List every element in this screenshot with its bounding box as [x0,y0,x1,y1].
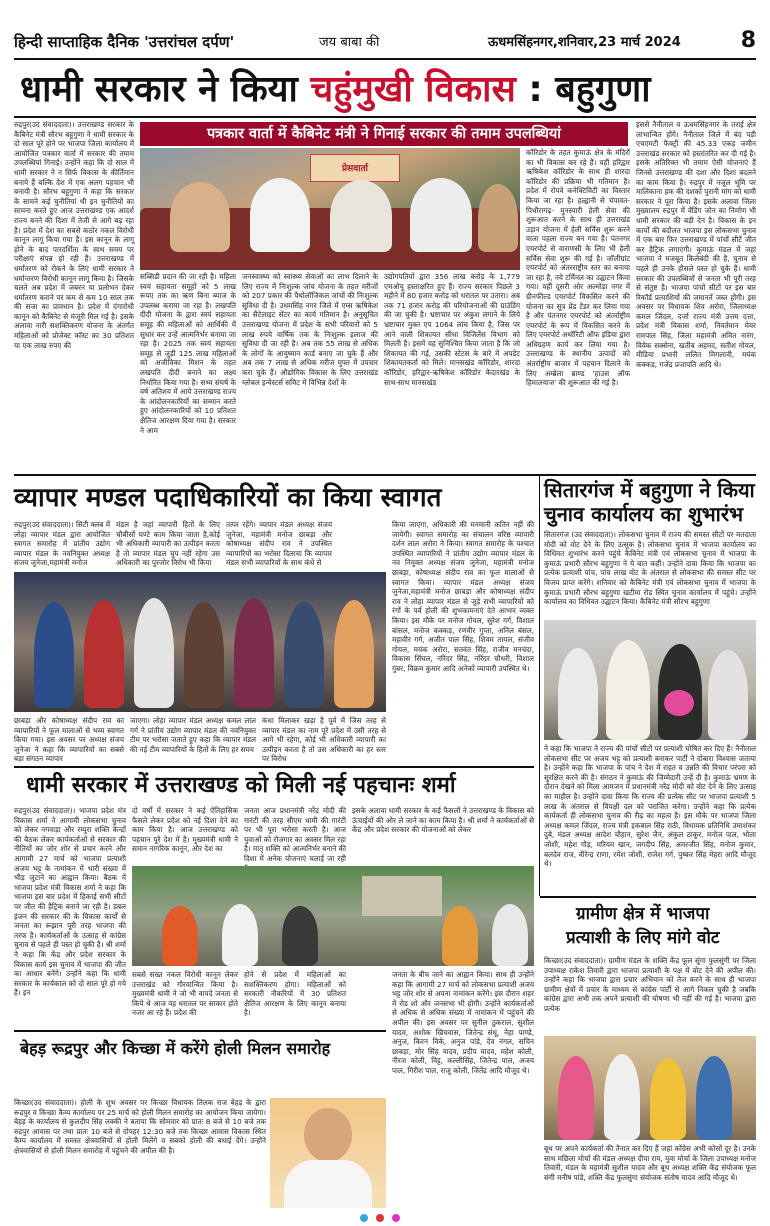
headline-highlight: चहुंमुखी विकास [310,69,516,110]
story2-headline: व्यापार मण्डल पदाधिकारियों का किया स्वागत [14,483,442,513]
paper-name: हिन्दी साप्ताहिक दैनिक 'उत्तरांचल दर्पण' [14,33,235,51]
page-number: 8 [740,28,756,53]
press-conference-photo [140,148,520,270]
divider [540,896,756,898]
story1-col4: उद्योगपतियों द्वारा 356 लाख करोड़ के 1,779 एमओयू हस्ताक्षरित हुए हैं। राज्य सरकार पिछले 3 महीने में 80 हजार करोड़ को धरातल पर उतारा। अब तक 71 हजार करोड़ की परियोजनाओं की ग्राउंडिंग की जा चुकी है। भ्रष्टाचार पर अंकुश लगाने के लिये भ्रष्टाचार मुक्त एप 1064 लांच किया है, जिस पर आने वाली शिकायत सीधा विजिलेंस विभाग को मिलती है। इसमें यह सुनिश्चित किया जाता है कि जो शिकायत की गई, उसकी स्टेटस के बारे में अपडेट शिकायतकर्ता को मिले। मानसखंड कॉरिडोर, शारदा कॉरिडोर, हरिद्वार-ऋषिकेश कॉरिडोर केदारखंड के साथ-साथ मानसखंड [384,272,520,387]
story2-col1b: छाबड़ा और कोषाध्यक्ष संदीप राव का व्यापारियों ने फूल मालाओं से भव्य स्वागत किया गया। इस अवसर पर अध्यक्ष संजय जुनेजा ने कहा कि व्यापारियों का सबसे बड़ा संगठन व्यापार [14,716,124,764]
masthead [14,8,756,60]
divider [14,1030,386,1032]
story2-col2: मंडल है जहां व्यापारी हितों के लिए चौबीसों घण्टे काम किया जाता है,कोई भी अधिकारी व्यापारी का उत्पीड़न करता है तो व्यापार मंडल चुप नहीं रहेगा उस अधिकारी का पुरजोर विरोध भी किया [116,520,220,568]
party-meeting-photo [132,866,534,966]
story1-col6: इससे नैनीताल व ऊधमसिंहनगर के तराई क्षेत्र लाभान्वित होंगे। नैनीताल जिले में बंद पड़ी एचएमटी फैक्ट्री की 45.33 एकड़ जमीन उत्तराखंड सरकार को हस्तांतरित कर दी गई है। इसके अतिरिक्त भी तमाम ऐसी योजनाएं हैं जिनसे उत्तराखण्ड की दशा और दिशा बदलने का काम किया है। रुद्रपुर में नजूल भूमि पर मालिकाना हक की दशकों पुरानी मांग को धामी सरकार ने पूरा किया है। इसके अलावा जिला मुख्यालय रुद्रपुर में वेंडिंग जोन का निर्माण भी धामी सरकार की बड़ी देन है। विकास के इन कार्यों की बदौलत भाजपा इस लोकसभा चुनाव में एक बार फिर उत्तराखण्ड में पांचों सीटें जीत कर हैट्रिक लगाएगी। कुमाऊं मंडल में जहां भाजपा ने मजबूत किलेबंदी की है, चुनाव से पहले ही उनके हौसले पस्त हो चुके हैं। धामी सरकार की उपलब्धियों से जनता भी पूरी तरह से संतुष्ट है। भाजपा पांचों सीटों पर इस बार रिकॉर्ड प्रत्याशियों की जमानतें जब्त होंगी। इस अवसर पर विधायक शिव अरोरा, जिलाध्यक्ष कमल जिंदल, दर्जा राज्य मंत्री उत्तम दत्ता, प्रदेश मंत्री विकास शर्मा, निवर्तमान मेयर रामपाल सिंह, जिला महामंत्री अमित नारंग, विवेक सक्सेना, खतीब अहमद, सतीश गोयल, मीडिया प्रभारी ललित मिगलानी, मयंक कक्कड़, गजेंद्र प्रजापति आदि थे। [636,120,756,369]
motto: जय बाबा की [319,35,380,50]
story4-col3: जनता आज प्रधानमंत्री नरेंद्र मोदी की गारंटी की तरह सीएम धामी की गारंटी पर भी पूरा भरोसा करती है। आज युवाओं को रोजगार का अवसर मिल रहा है। मातृ शक्ति को आत्मनिर्भर बनाने की दिशा में अनेक योजनाएं चलाई जा रही [244,806,346,863]
story4-col1: रुद्रपुर(उद संवाददाता)। भाजपा प्रदेश मंत्र विकास शर्मा ने आगामी लोकसभा चुनाव को लेकर नगवाड़ा और रम्पुरा शक्ति केन्द्रों की बैठक लेकर कार्यकर्ताओं से सरकार की नीतियों का जोर शोर से प्रचार करने और आगामी 27 मार्च को भाजपा प्रत्याशी अजय भट्ट के नामांकन में भारी संख्या में भीड़ जुटाने का आह्वान किया। बैठक में भाजपा प्रदेश मंत्री विकास शर्मा ने कहा कि भाजपा इस बार प्रदेश में हिकाई सभी सीटों पर जीत की हैट्रिक बनाने जा रही है। डबल इंजन की सरकार की के विकास कार्यों से जनता का रूझान पूरी तरह भाजपा की तरफ है। कार्यकर्ताओं के उत्साह से कांग्रेस चुनाव से पहले ही पस्त हो चुकी है। श्री शर्मा ने कहा कि केंद्र और प्रदेश सरकार के विकास कार्य इस चुनाव में भाजपा की जीत का आधार बनेंगे। उन्होंने कहा कि धामी सरकार के कार्यकाल को दो साल पूरे हो गये हैं। इन [14,806,126,998]
story4-headline: धामी सरकार में उत्तराखण्ड को मिली नई पहचानः शर्मा [26,773,456,798]
press-board: प्रेसवार्ता [310,154,400,182]
place-date: ऊधमसिंहनगर,शनिवार,23 मार्च 2024 [488,35,681,50]
column-rule [539,476,540,896]
story4-col2: दो वर्षों में सरकार ने कई ऐतिहासिक फैसले लेकर प्रदेश को नई दिशा देने का काम किया है। आज उत्तराखण्ड को पहचान पूरे देश में है। मुख्यमंत्री धामी ने समान नागरिक कानून, और देश का [132,806,238,854]
office-inauguration-photo [544,620,756,740]
story2-col3: तत्पर रहेंगे। व्यापार मंडल अध्यक्ष संजय जुनेजा, महामंत्री मनोज छाबड़ा और कोषाध्यक्ष संदीप राव ने उपस्थित व्यापारियों का भरोसा दिलाया कि व्यापार मंडल सभी व्यापारियों के साथ कंधे से [226,520,332,568]
story2-col2b: जाएगा। लोहा व्यापार मंडल अध्यक्ष कमल लाल गर्ग ने प्रांतीय उद्योग व्यापार मंडल की नवनियुक्त टीम पर भरोसा जताते हुए कहा कि व्यापार मंडल की नई टीम व्यापारियों के हितों के लिए हर समय [130,716,256,754]
story2-col4: किया जाएगा, अधिकारी की मनमानी कतिन नहीं की जायेगी। स्वागत समारोह का संचालन वरिष्ठ व्यापारी दर्शन लाल अरोरा ने किया। स्वागत समारोह के पश्चात उपस्थित व्यापारियों ने प्रांतीय उद्योग व्यापार मंडल के नव नियुक्त अध्यक्ष संजय जुनेजा, महामंत्री मनोज छाबड़ा, कोषाध्यक्ष संदीप राव का फूल मालाओं से स्वागत किया। व्यापार मंडल अध्यक्ष संजय जुनेजा,महामंत्री मनोज छाबड़ा और कोषाध्यक्ष संदीप राव ने लोहा व्यापार मंडल से जुड़े सभी व्यापारियों को रंगों के पर्व होली की शुभकामनाएं देते आभार व्यक्त किया। इस मौके पर मनोज गोयल, सुरेश गर्ग, विशाल बांसल, मनोज कक्कड़, रणवीर गुप्ता, अनिल बंसल, महावीर गर्ग, अजीत पाल सिंह, शिवम तायल, संजीव गोयल, मयंक अरोरा, सतवंत सिंह, राजीव मनचंदा, विकास सिंघल, नरिंदर सिंह, नरिंदर चौधरी, विशाल गुंबर, विक्रम कुमार आदि अनेकों व्यापारी उपस्थित थे। [392,520,534,673]
village-campaign-photo [544,1036,756,1140]
story6-text: किच्छा(उद संवाददाता)। होली के शुभ अवसर पर किच्छा विधायक तिलक राज बेहड़ के द्वारा रूद्रपुर व किच्छा कैम्प कार्यालय पर 25 मार्च को होली मिलन समारोह का आयोजन किया जायेगा। बेहड़ के कार्यालय से कुलदीप सिंह लक्की ने बताया कि सोमवार को प्रातः 8 बजे से 10 बजे तक रुद्रपुर आवास पर तथा प्रातः 10 बजे से दोपहर 12:30 बजे तक किच्छा आवास विकास स्थित कैम्प कार्यालय में समस्त क्षेत्रवासियों से होली मिलेंगे व सबको होली की बधाई देंगे। उन्होंने क्षेत्रवासियों से होली मिलन समारोह में पहुंचने की अपील की है। [14,1098,266,1155]
story2-col3b: कंधा मिलाकर खड़ा है पूर्व में जिस तरह से व्यापार मंडल का नाम पूरे प्रदेश में उसी तरह से आगे भी रहेगा, कोई भी अधिकारी व्यापारी का उत्पीड़न करता है तो उस अधिकारी का हर स्तर पर विरोध [262,716,386,764]
divider [14,474,756,476]
story3-headline: सितारगंज में बहुगुणा ने किया चुनाव कार्यालय का शुभारंभ [544,478,755,526]
story1-col2: सब्सिडी प्रदान की जा रही है। महिला स्वयं सहायता समूहों को 5 लाख रूपए तक का ऋण बिना ब्याज के उपलब्ध कराया जा रहा है। लखपति दीदी योजना के द्वारा स्वयं सहायता समूह की महिलाओं को आर्थिकी में सुधार कर उन्हें आत्मनिर्भर बनाया जा रहा है। 2025 तक स्वयं सहायता समूह से जुड़ी 125 लाख महिलाओं को अजीविका मिशन के तहत लखपति दीदी बनाने का लक्ष्य निर्धारित किया गया है। सभ्य संघर्ष के वर्ष अतिशय में आये उत्तराखण्ड राज्य के आंदोलनकारियों का सम्मान करते हुए आंदोलनकारियों को 10 प्रतिशत क्षैतिज आरक्षण दिया गया है। सरकार ने आम [140,272,236,435]
story1-col5: कॉरिडोर के तहत कुमाऊं क्षेत्र के मंदिरों का भी विकास कर रहे हैं। वहीं हरिद्वार ऋषिकेश कॉरिडोर के साथ ही शारदा कॉरिडोर की प्रक्रिया भी गतिमान है। प्रदेश में रोपवे कनेक्टिविटी का विस्तार किया जा रहा है। हल्द्वानी से चंपावत-पिथौरागढ़- मुनस्यारी हेली सेवा की शुरूआत करने के साथ ही उत्तराखंड उड़ान योजना में हेली सर्विस शुरू करने वाला पहला राज्य बन गया है। पंतनगर एयरपोर्ट से वाराणसी के लिए भी हेली सर्विस सेवा शुरू की गई है। जॉलीग्रांट एयरपोर्ट को अंतरराष्ट्रीय स्तर का बनाया जा रहा है, नये टर्मिनल का उद्घाटन किया गया। वहीं दूसरी ओर अल्मोड़ा नगर में ग्रीनफील्ड एयरपोर्ट विकसित करने की योजना का सूत्र प्रेंड टेंडर कर लिया गया है और पंतनगर एयरपोर्ट को अंतर्राष्ट्रीय एयरपोर्ट के रूप में विकसित करने के लिए एयरपोर्ट अथॉरिटी ऑफ इंडिया द्वारा अधिग्रहण कार्य कर लिया गया है। उत्तराखण्ड के स्थानीय उत्पादों को अंतर्राष्ट्रीय बाजार में पहचान दिलाने के लिए अम्ब्रेला ब्राण्ड 'हाउस ऑफ हिमालयाज' की शुरूआत की गई है। [526,148,630,388]
traders-welcome-photo [14,572,386,712]
story5-body: बूथ पर अपने कार्यकर्ता की तैनात कर दिए हैं जहां कोंग्रेस अभी कोसों दूर है। उनके साथ मछिला मोर्चा की मंडल अध्यक्ष दीपा राय, युवा मोर्चा के जिला उपाध्यक्ष मनोज तिवारी, मंडल के महामंत्री सुशील यादव और बूथ अध्यक्ष शक्ति केंद्र संयोजक फूल संगी मनीष पांडे, शक्ति केंद्र फुलसुंगा संयोजक संतोष यादव आदि मौजूद थे। [544,1144,756,1182]
story5-lead: किच्छा(उद संवाददाता)। ग्रामीण मंडल के शक्ति केंद्र फूल सुंगा फुलसुंगी पर जिला उपाध्यक्ष राकेश तिवारी द्वारा भाजपा प्रत्याशी के पक्ष में वोट देने की अपील की। उन्होंने कहा कि भाजपा द्वारा प्रचार अभियान को तेज करने के साथ ही भाजपा ग्रामीण क्षेत्रों में प्रचार के माध्यम से कांग्रेस पार्टी से आगे निकल चुकी है जबकि कांग्रेस द्वारा अभी तक अपने प्रत्याशी की घोषणा भी नहीं की गई है। भाजपा द्वारा प्रत्येक [544,956,756,1013]
story1-headline: धामी सरकार ने किया चहुंमुखी विकास : बहुगुणा [20,69,651,110]
story3-body: ने कहा कि भाजपा ने राज्य की पांचों सीटों पर प्रत्याशी घोषित कर दिए हैं। नैनीताल लोकसभा सीट पर अजय भट्ट को प्रत्याशी बनाकर पार्टी ने दोबारा विश्वास जताया है। उन्होंने कहा कि भाजपा के पांच ने देश में राहत व उन्नति की विचार परंपरा को सुरक्षित करने की है। संगठन ने कुमाऊं की जिम्मेदारी उन्हें दी है। कुमाऊं भ्रमण के दौरान देखने को मिला आमजन में प्रधानमंत्री नरेंद्र मोदी को वोट देने के लिए उत्साह का माहौल है। उन्होंने दावा किया कि राज्य की प्रत्येक सीट पर भाजपा प्रत्याशी 5 लाख के अंतराल से विपक्षी दल को पराजित करेगा। उन्होंने कहा कि प्रत्येक कार्यकर्ता ही लोकसभा चुनाव की रीढ़ का महत्व है। इस मौके पर भाजपा जिला अध्यक्ष कमल जिंदल, राज्य मंत्री इकबाल सिंह राठी, विधायक प्रतिनिधि उमाशंकर दुबे, मंडल अध्यक्ष आदेश चौहान, सुरेश जैन, अंकुल ठाकुर, मनोज पाल, भोला जोशी, महेश गौड़, मरियम खान, जगदीप सिंह, अमरजीत सिंह, मनोज कुमार, बलदेव राज, वीरेन्द्र राणा, रमेश जोशी, राजेश गर्ग, पुष्कर सिंह मेहरा आदि मौजूद थे। [544,744,756,869]
story4-col2b: सबसे सख्त नकल विरोधी कानून लेकर उत्तराखंड को गौरवान्वित किया है। मुख्यमंत्री धामी ने जो भी वायदे जनता से किये थे आज वह धरातल पर साकार होते नजर आ रहे हैं। प्रदेश की [132,970,238,1018]
story6-headline: बेहड़ रूद्रपुर और किच्छा में करेंगे होली मिलन समारोह [20,1039,331,1058]
story1-col3: जनस्वास्थ्य को स्वास्थ्य सेवाओं का लाभ दिलाने के लिए राज्य में निःशुल्क जांच योजना के तहत मरीजों को 207 प्रकार की पैथोलॉजिकल जांचों की निःशुल्क सुविधा दी है। उधमसिंह नगर जिले में एम्स ऋषिकेश का सैटेलाइट सेंटर का कार्य गतिमान है। अनुसूचित उत्तराखण्ड योजना में प्रदेश के सभी परिवारों को 5 लाख रुपये वार्षिक तक के निःशुल्क इलाज की सुविधा दी जा रही है। अब तक 55 लाख से अधिक के लोगों के आयुष्मान कार्ड बनाए जा चुके हैं और अब तक 7 लाख से अधिक मरीज मुफ्त में उपचार करा चुके हैं। औद्योगिक विकास के लिए उत्तराखंड ग्लोबल इन्वेस्टर्स समिट में विभिन्न देशों के [242,272,378,387]
story1-col1: रुद्रपुर(उद संवाददाता)। उत्तराखण्ड सरकार के कैबिनेट मंत्री सौरभ बहुगुणा ने धामी सरकार के दो साल पूरे होने पर भाजपा जिला कार्यालय में आयोजित पत्रकार वार्ता में सरकार की तमाम उपलब्धियां गिनाई। उन्होंने कहा कि दो साल में धामी सरकार ने न सिर्फ विकास के कीर्तिमान बनाये हैं बल्कि देश में एक अलग पहचान भी बनायी है। सौरभ बहुगुणा ने कहा कि सरकार के सामने कई चुनौतियां थी इन चुनौतियों का सामना करते हुए आज उत्तराखण्ड एक आदर्श राज्य बनने की दिशा में तेजी से आगे बढ़ रहा है। प्रदेश में देश का सबसे कठोर नकल विरोधी कानून लागू किया गया है। इस कानून के लागू होने के बाद पारदर्शिता के साथ समय पर परीक्षाएं संपन्न हो रही हैं। उत्तराखण्ड में धर्मांतरण को रोकने के लिए धामी सरकार ने धर्मान्तरण विरोधी कानून लागू किया है। जिसके चलते अब प्रदेश में जबरन या प्रलोभन देकर धर्मांतरण कराने पर कम से कम 10 साल तक की सजा का प्रावधान है। प्रदेश में दंगारोधी कानून को कैबिनेट से मंजूरी मिल गई है। इसके अलावा नारी सशक्तिकरण योजना के अंतर्गत महिलाओं को प्रोजेक्ट कॉस्ट का 30 प्रतिशत या एक लाख रुपए की [14,120,134,350]
story4-col3b: होने से प्रदेश में महिलाओं का सशक्तिकरण होगा। महिलाओं को सरकारी नौकरियों में 30 प्रतिशत क्षैतिज आरक्षण के लिए कानून बनाया है। [244,970,346,1018]
story3-lead: सितारगंज (उद संवाददाता)। लोकसभा चुनाव में राज्य की समस्त सीटों पर मतदाता मोदी को वोट देने के लिए उत्सुक है। लोकसभा चुनाव में भाजपा कार्यालय का विधिवत शुभारंभ करने पहुंचे कैबिनेट मंत्री एवं लोकसभा चुनाव में भाजपा के कुमाऊं प्रभारी सौरभ बहुगुणा ने ये बात कही। उन्होंने दावा किया कि भाजपा का प्रत्येक प्रत्याशी पांच, पांच लाख वोट के अंतराल से लोकसभा की समस्त सीट पर विजय प्राप्त करेंगे। शनिवार को कैबिनेट मंत्री एवं लोकसभा चुनाव में भाजपा के कुमाऊं प्रभारी सौरभ बहुगुणा खटीमा रोड स्थित चुनाव कार्यालय में पहुंचे। उन्होंने कार्यालय का विधिवत उद्घाटन किया। कैबिनेट मंत्री सौरभ बहुगुणा [544,530,756,607]
story5-headline: ग्रामीण क्षेत्र में भाजपा प्रत्याशी के लिए मांगे वोट [566,904,720,948]
story1-banner: पत्रकार वार्ता में कैबिनेट मंत्री ने गिनाई सरकार की तमाम उपलब्धियां [140,122,628,146]
story4-col4b: जनता के बीच जाने का आह्वान किया। साथ ही उन्होंने कहा कि आगामी 27 मार्च को लोकसभा प्रत्याशी अजय भट्ट जोर शोर से अपना नामांकन करेंगे। इस दौरान शहर में रोड शो और जनसभा भी होगी। उन्होंने कार्यकर्ताओं से अधिक से अधिक संख्या में नामांकन में पहुंचने की अपील की। इस अवसर पर सुनील ठुकराल, सुशील यादव, अशोक खिचवास, जितेन्द्र संधू, नेहा पाण्डे, अनुज, किरन विर्क, अनुज पांडे, देव नंगल, सचिन छाबड़ा, मोर सिंह यादव, प्रदीप यादव, महेश कोली, नीरज कोली, विट्ट, कल्लीसिंह, जितेन्द्र पाल, अजय पाल, गिरीश पाल, राजू कोली, जितेंद्र आदि मौजूद थे। [392,970,534,1075]
divider [14,766,534,768]
mla-portrait-photo [270,1098,386,1208]
print-marks [0,1212,770,1226]
divider [14,116,756,118]
story4-col4: इसके अलावा धामी सरकार के कई फैसलों ने उत्तराखण्ड के विकास को ऊंचाईयों की ओर ले जाने का काम किया है। श्री शर्मा ने कार्यकर्ताओं से केंद्र और प्रदेश सरकार की योजनाओं को लेकर [352,806,534,835]
story2-col1: रुद्रपुर(उद संवाददाता)। सिटी क्लब में लोहा व्यापार मंडल द्वारा आयोजित स्वागत समारोह में प्रांतीय उद्योग व्यापार मंडल के नवनियुक्त अध्यक्ष संजय जुनेजा,महामंत्री मनोज [14,520,110,568]
